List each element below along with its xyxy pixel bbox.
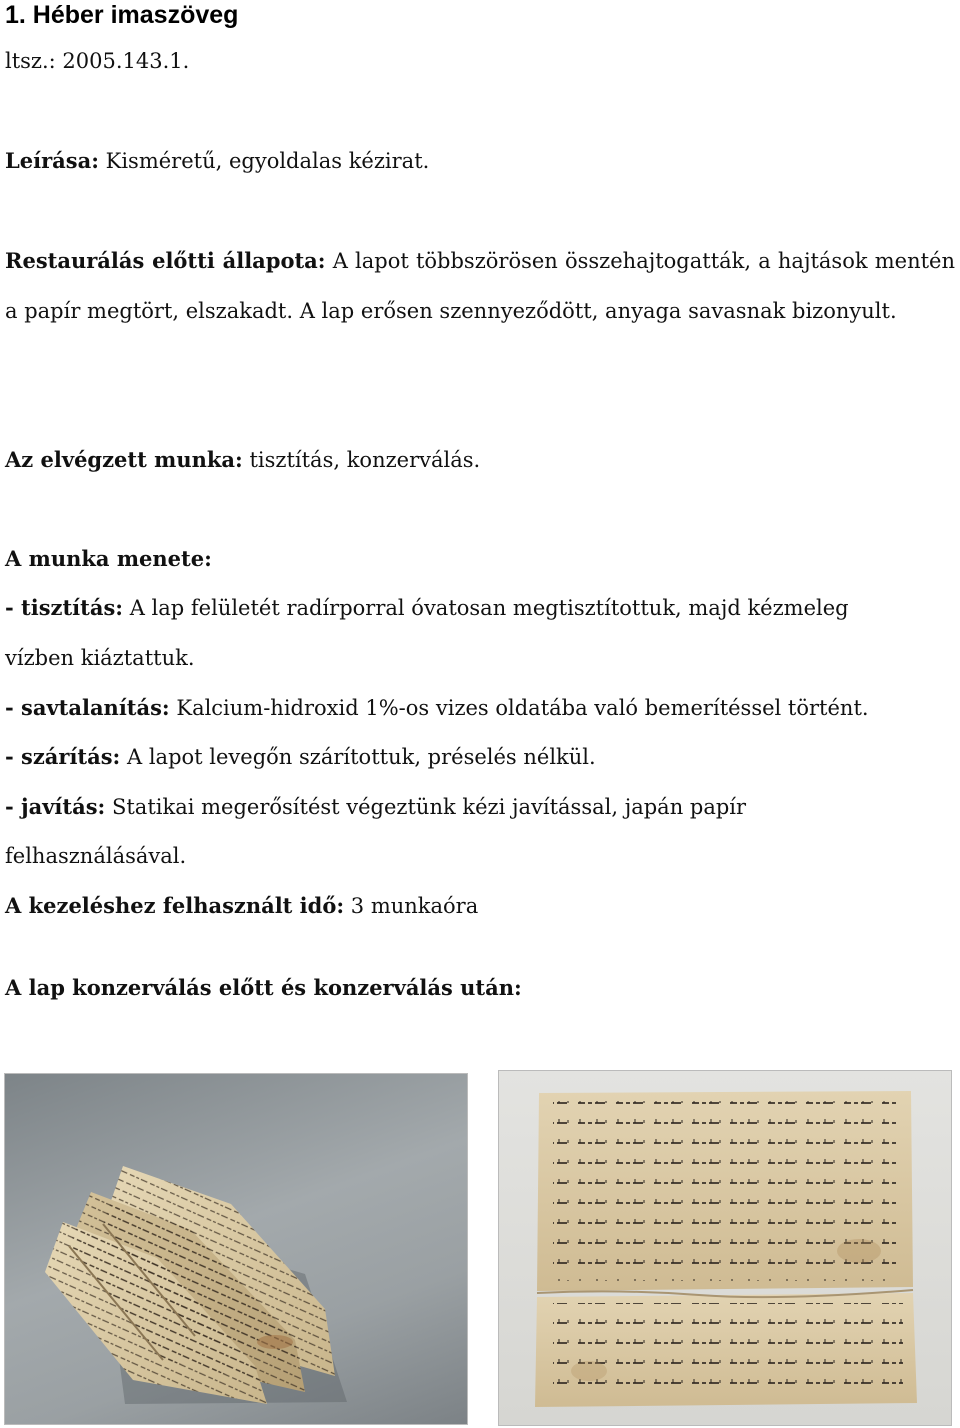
folded-manuscript-image (5, 1074, 467, 1424)
step-label: - savtalanítás: (5, 695, 170, 720)
step-drying (5, 742, 596, 772)
work-done-paragraph (5, 445, 480, 475)
step-label: - javítás: (5, 794, 106, 819)
document-title: 1. Héber imaszöveg (5, 1, 239, 29)
step-label: - tisztítás: (5, 595, 124, 620)
condition-paragraph (5, 236, 955, 336)
description-label: Leírása: (5, 148, 99, 173)
step-deacidification (5, 693, 869, 723)
description-text: Kisméretű, egyoldalas kézirat. (105, 149, 430, 173)
photo-before-conservation (4, 1073, 468, 1425)
treatment-time-label: A kezeléshez felhasznált idő: (5, 893, 345, 918)
condition-text: A lapot többszörösen összehajtogatták, a hajtások mentén a papír megtört, elszakadt. A lap erősen szennyeződött, anyaga savasnak bizonyult. (5, 249, 955, 323)
treatment-time (5, 891, 478, 921)
description-paragraph (5, 146, 429, 176)
process-heading: A munka menete: (5, 546, 212, 571)
step-text: Statikai megerősítést végeztünk kézi javítással, japán papír (111, 795, 747, 819)
step-text: A lap felületét radírporral óvatosan megtisztítottuk, majd kézmeleg (129, 596, 849, 620)
photo-after-conservation (498, 1070, 952, 1426)
step-text: A lapot levegőn szárítottuk, préselés nélkül. (127, 745, 596, 769)
inventory-number: ltsz.: 2005.143.1. (5, 49, 190, 73)
flattened-manuscript-image (499, 1071, 951, 1425)
step-cleaning (5, 593, 849, 623)
condition-label: Restaurálás előtti állapota: (5, 248, 326, 273)
step-repair-continued: felhasználásával. (5, 844, 187, 868)
step-label: - szárítás: (5, 744, 121, 769)
photos-heading: A lap konzerválás előtt és konzerválás után: (5, 975, 522, 1000)
work-done-label: Az elvégzett munka: (5, 447, 243, 472)
step-text: Kalcium-hidroxid 1%-os vizes oldatába való bemerítéssel történt. (176, 696, 869, 720)
treatment-time-value: 3 munkaóra (350, 894, 479, 918)
step-cleaning-continued: vízben kiáztattuk. (5, 646, 195, 670)
step-repair (5, 792, 746, 822)
work-done-text: tisztítás, konzerválás. (249, 448, 481, 472)
